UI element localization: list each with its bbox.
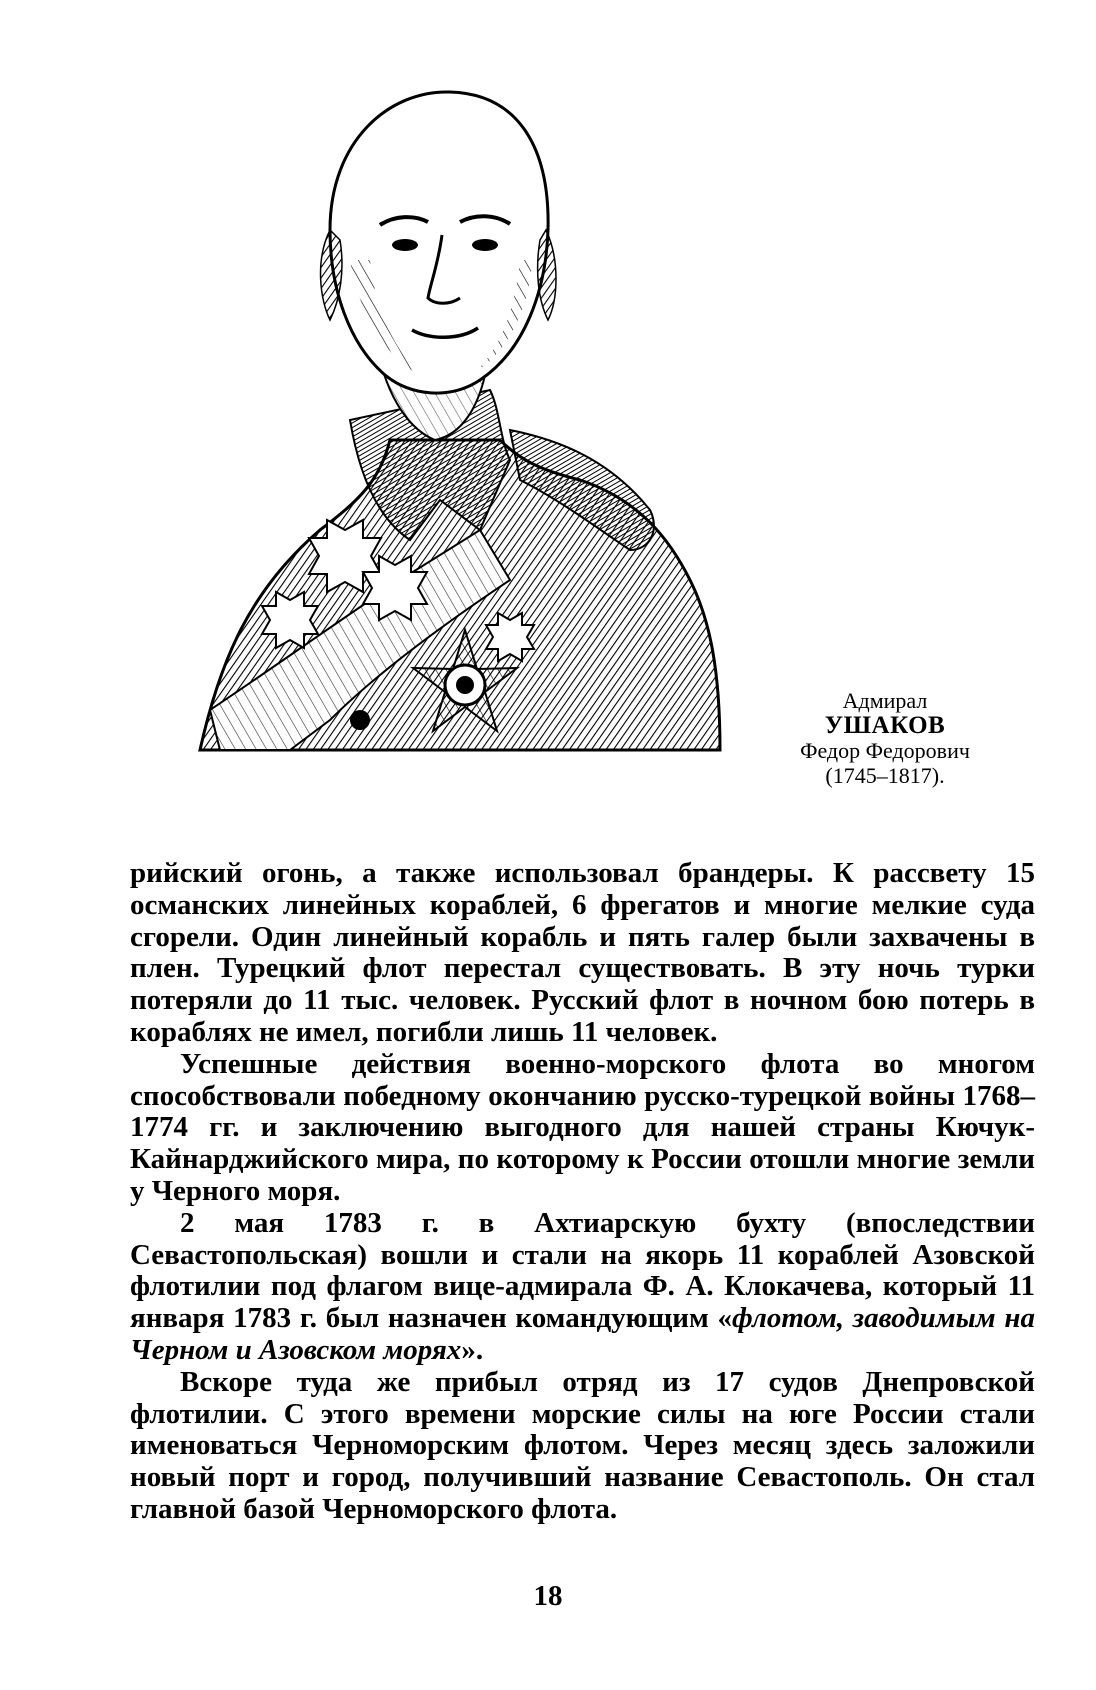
page-number: 18 (533, 1580, 563, 1612)
body-text (130, 858, 1035, 1526)
caption-surname: УШАКОВ (824, 712, 946, 739)
paragraph-4: Вскоре туда же прибыл отряд из 17 судов Днепровской флотилии. С этого времени морские силы на юге России стали именоваться Черноморским флотом. Через месяц здесь заложили новый порт и город, получивший название Севастополь. Он стал главной базой Черноморского флота. (130, 1365, 1035, 1525)
portrait-caption (770, 688, 1000, 788)
paragraph-3-quote: флотом, заводимым на Черном и Азовском морях (130, 1302, 1035, 1366)
paragraph-3-text: 2 мая 1783 г. в Ахтиарскую бухту (впоследствии Севастопольская) вошли и стали на якорь 11 кораблей Азовской флотилии под флагом вице-адмирала Ф. А. Клокачева, который 11 января 1783 г. был назначен командующим « (130, 1206, 1035, 1335)
paragraph-2: Успешные действия военно-морского флота во многом способствовали победному окончанию русско-турецкой войны 1768–1774 гг. и заключению выгодного для нашей страны Кючук-Кайнарджийского мира, по которому к России отошли многие земли у Черного моря. (130, 1047, 1035, 1207)
admiral-portrait-engraving (180, 60, 760, 800)
paragraph-3 (130, 1208, 1035, 1367)
caption-given-names: Федор Федорович (800, 738, 970, 763)
paragraph-3-end: ». (461, 1333, 484, 1366)
caption-years: (1745–1817). (825, 763, 945, 788)
paragraph-1: рийский огонь, а также использовал брандеры. К рассвету 15 османских линейных кораблей, 6 фрегатов и многие мелкие суда сгорели. Один линейный корабль и пять галер были захвачены в плен. Турецкий флот перестал существовать. В эту ночь турки потеряли до 11 тыс. человек. Русский флот в ночном бою потерь в кораблях не имел, погибли лишь 11 человек. (130, 857, 1035, 1048)
caption-rank: Адмирал (842, 688, 928, 713)
